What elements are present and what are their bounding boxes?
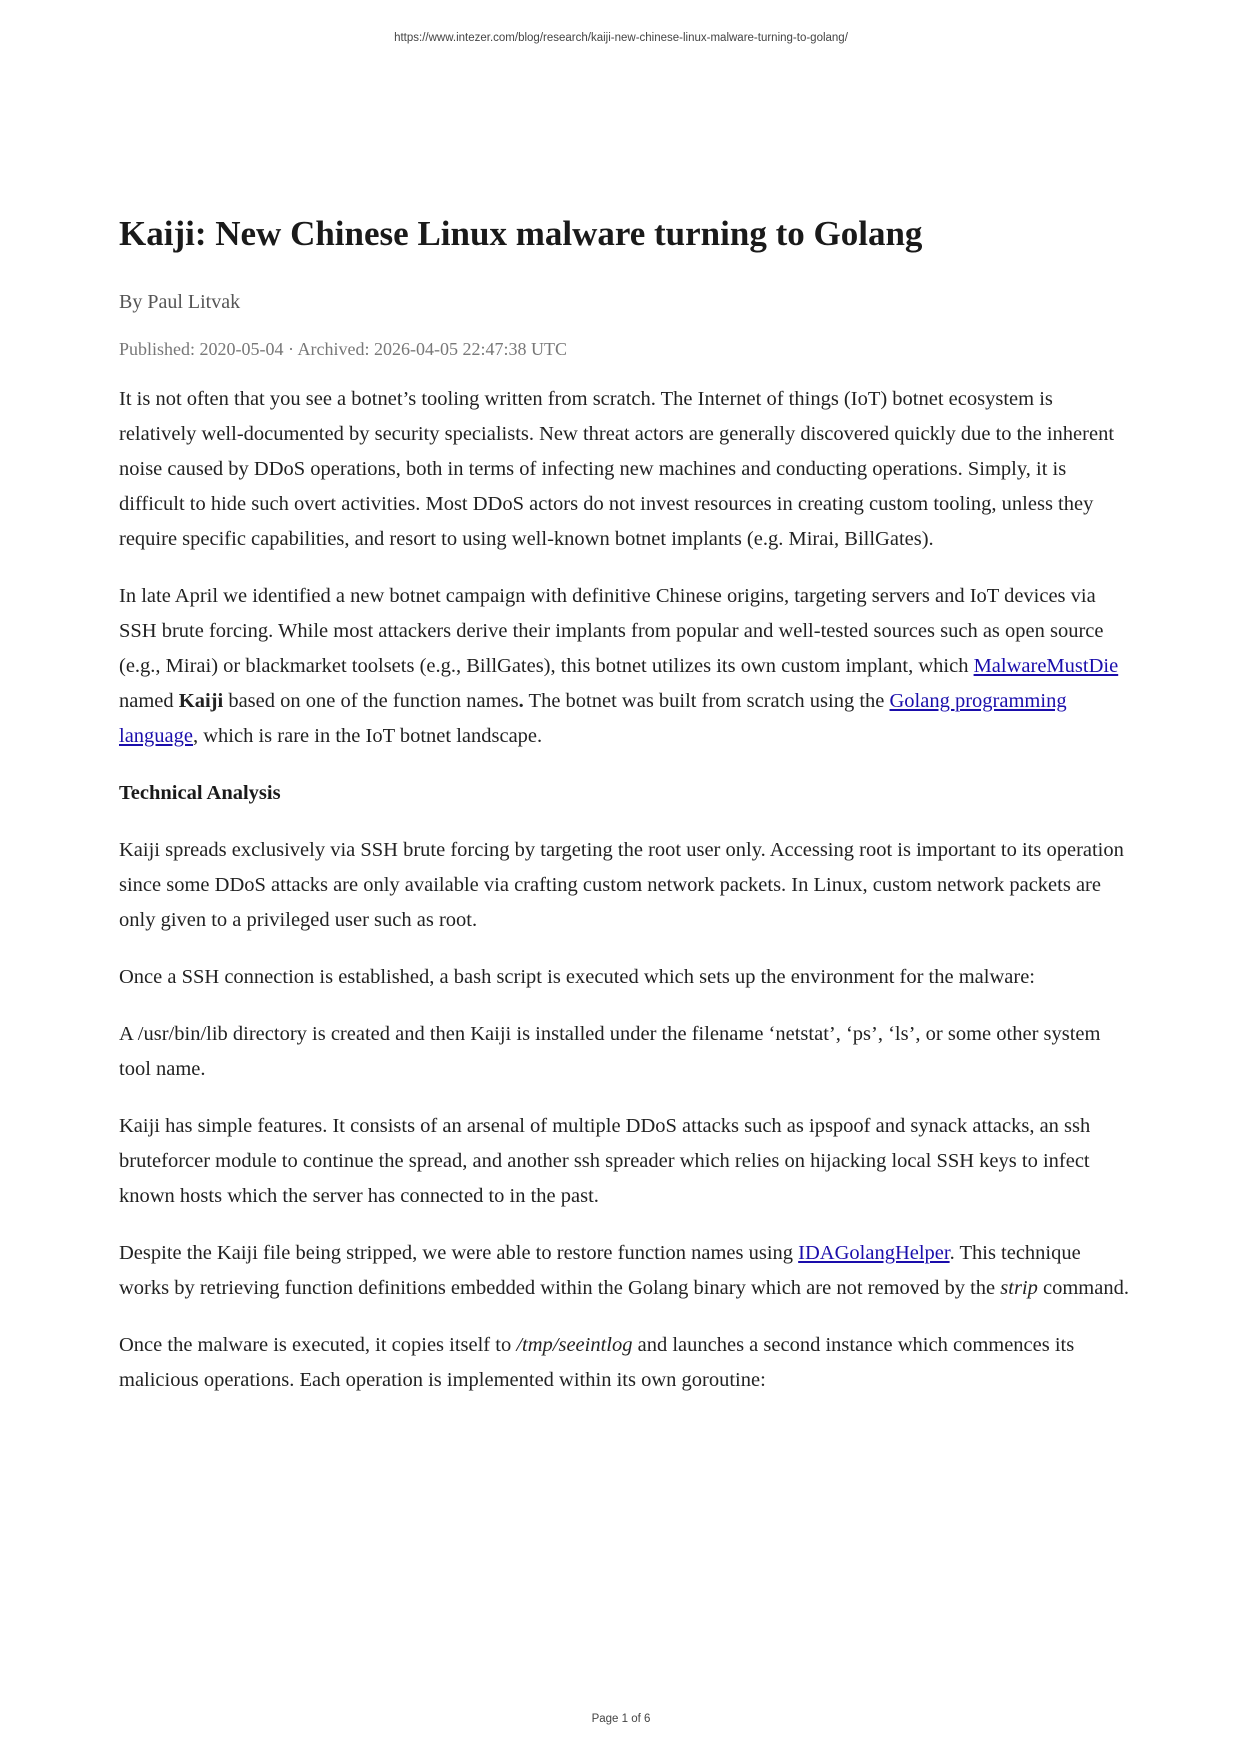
paragraph-execution bbox=[119, 1328, 1129, 1398]
strip-command: strip bbox=[1000, 1277, 1038, 1299]
page-url-header: https://www.intezer.com/blog/research/kaiji-new-chinese-linux-malware-turning-to-golang/ bbox=[394, 32, 848, 44]
text-span: , which is rare in the IoT botnet landscape. bbox=[193, 725, 543, 747]
bold-period: . bbox=[518, 690, 524, 712]
article bbox=[119, 210, 1129, 1420]
kaiji-bold: Kaiji bbox=[178, 690, 224, 712]
text-span: . This technique works by retrieving function definitions embedded within the Golang binary which are not removed by the bbox=[119, 1242, 1081, 1299]
paragraph-function-names bbox=[119, 1236, 1129, 1306]
article-title: Kaiji: New Chinese Linux malware turning to Golang bbox=[119, 214, 923, 253]
tmp-path: /tmp/seeintlog bbox=[516, 1334, 633, 1356]
section-heading-technical-analysis: Technical Analysis bbox=[119, 782, 281, 804]
paragraph-bash-script: Once a SSH connection is established, a bash script is executed which sets up the environment for the malware: bbox=[119, 966, 1035, 988]
page-number: Page 1 of 6 bbox=[591, 1713, 651, 1725]
text-span: In late April we identified a new botnet campaign with definitive Chinese origins, targeting servers and IoT devices via SSH brute forcing. While most attackers derive their implants from popular and well-tested sources such as open source (e.g., Mirai) or blackmarket toolsets (e.g., BillGates), this botnet utilizes its own custom implant, which bbox=[119, 585, 1104, 677]
malwaremustdie-link[interactable]: MalwareMustDie bbox=[973, 655, 1119, 677]
paragraph-features: Kaiji has simple features. It consists of an arsenal of multiple DDoS attacks such as ipspoof and synack attacks, an ssh bruteforcer module to continue the spread, and another ssh spreader which relies on hijacking local SSH keys to infect known hosts which the server has connected to in the past. bbox=[119, 1115, 1091, 1207]
article-meta: Published: 2020-05-04 · Archived: 2026-04-05 22:47:38 UTC bbox=[119, 339, 567, 359]
paragraph-ssh-bruteforce: Kaiji spreads exclusively via SSH brute forcing by targeting the root user only. Accessing root is important to its operation since some DDoS attacks are only available via crafting custom network packets. In Linux, custom network packets are only given to a privileged user such as root. bbox=[119, 839, 1124, 931]
article-body bbox=[119, 382, 1129, 1398]
idagolanghelper-link[interactable]: IDAGolangHelper bbox=[798, 1242, 950, 1264]
text-span: based on one of the function names bbox=[223, 690, 519, 712]
text-span: command. bbox=[1037, 1277, 1129, 1299]
paragraph-install-dir: A /usr/bin/lib directory is created and then Kaiji is installed under the filename ‘netstat’, ‘ps’, ‘ls’, or some other system tool name. bbox=[119, 1023, 1101, 1080]
paragraph-intro: It is not often that you see a botnet’s tooling written from scratch. The Internet of things (IoT) botnet ecosystem is relatively well-documented by security specialists. New threat actors are generally discovered quickly due to the inherent noise caused by DDoS operations, both in terms of infecting new machines and conducting operations. Simply, it is difficult to hide such overt activities. Most DDoS actors do not invest resources in creating custom tooling, unless they require specific capabilities, and resort to using well-known botnet implants (e.g. Mirai, BillGates). bbox=[119, 388, 1115, 550]
text-span: Once the malware is executed, it copies itself to bbox=[119, 1334, 517, 1356]
text-span: Despite the Kaiji file being stripped, we were able to restore function names using bbox=[119, 1242, 799, 1264]
paragraph-campaign bbox=[119, 579, 1129, 754]
text-span: and launches a second instance which commences its malicious operations. Each operation is implemented within its own goroutine: bbox=[119, 1334, 1075, 1391]
article-byline: By Paul Litvak bbox=[119, 291, 241, 313]
text-span: named bbox=[119, 690, 179, 712]
golang-link[interactable]: Golang programming language bbox=[119, 690, 1067, 747]
text-span: The botnet was built from scratch using the bbox=[523, 690, 890, 712]
